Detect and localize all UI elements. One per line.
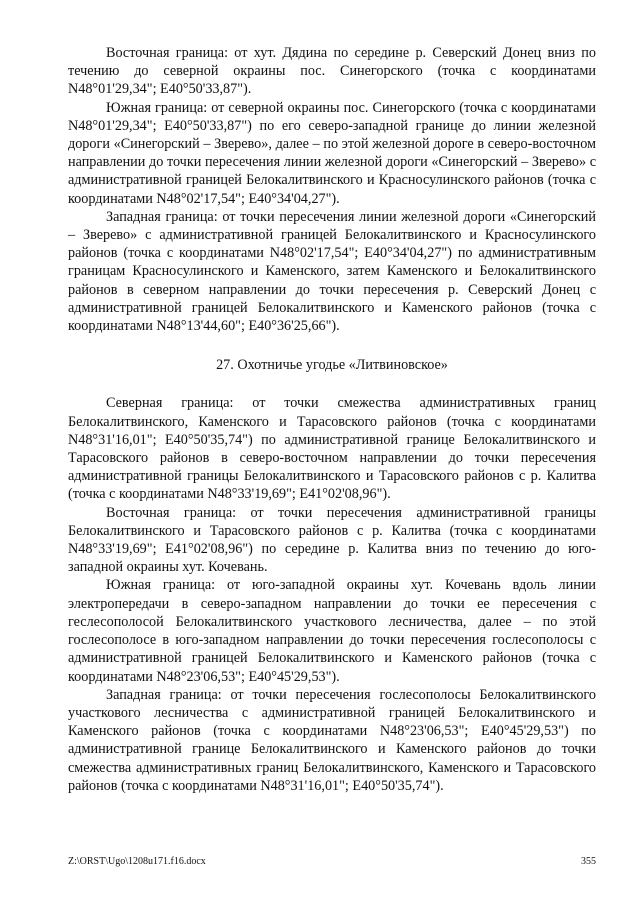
page-footer [68,856,596,868]
paragraph-north-border: Северная граница: от точки смежества административных границ Белокалитвинского, Каменского и Тарасовского районов (точка с координатами N48°31'16,01"; E40°50'35,74") по административной границе Белокалитвинского и Тарасовского районов в северо-восточном направлении до точки пересечения административной границы Белокалитвинского и Тарасовского районов с р. Калитва (точка с координатами N48°33'19,69"; E41°02'08,96"). [68,395,596,503]
paragraph-west-border-prev: Западная граница: от точки пересечения линии железной дороги «Синегорский – Зверево» с административной границей Белокалитвинского и Красносулинского районов (точка с координатами N48°02'17,54"; E40°34'04,27") по административным границам Красносулинского и Каменского, затем Каменского и Белокалитвинского районов в северном направлении до точки пересечения р. Северский Донец с административной границей Белокалитвинского и Каменского районов (точка с координатами N48°13'44,60"; E40°36'25,66"). [68,208,596,335]
paragraph-east-border: Восточная граница: от точки пересечения административной границы Белокалитвинского и Тарасовского районов с р. Калитва (точка с координатами N48°33'19,69"; E41°02'08,96") по середине р. Калитва вниз по течению до юго-западной окраины хут. Кочевань. [68,504,596,576]
footer-page-number: 355 [581,856,596,867]
paragraph-east-border-prev: Восточная граница: от хут. Дядина по середине р. Северский Донец вниз по течению до северной окраины пос. Синегорского (точка с координатами N48°01'29,34"; E40°50'33,87"). [68,45,596,98]
paragraph-west-border: Западная граница: от точки пересечения гослесополосы Белокалитвинского участкового лесничества с административной границей Белокалитвинского и Каменского районов (точка с координатами N48°23'06,53"; E40°45'29,53") по административной границе Белокалитвинского и Каменского районов до точки смежества административных границ Белокалитвинского, Каменского и Тарасовского районов (точка с координатами N48°31'16,01"; E40°50'35,74"). [68,686,596,794]
paragraph-south-border-prev: Южная граница: от северной окраины пос. Синегорского (точка с координатами N48°01'29,34"; E40°50'33,87") по его северо-западной границе до линии железной дороги «Синегорский – Зверево», далее – по этой железной дороге в северо-восточном направлении до точки пересечения линии железной дороги «Синегорский – Зверево» с административной границей Белокалитвинского и Красносулинского районов (точка с координатами N48°02'17,54"; E40°34'04,27"). [68,99,596,207]
paragraph-south-border: Южная граница: от юго-западной окраины хут. Кочевань вдоль линии электропередачи в северо-западном направлении до точки ее пересечения с геслесополосой Белокалитвинского участкового лесничества, далее – по этой гослесополосе в юго-западном направлении до точки пересечения гослесополосы с административной границей Белокалитвинского и Каменского районов (точка с координатами N48°23'06,53"; E40°45'29,53"). [68,577,596,685]
footer-file-path: Z:\ORST\Ugo\1208u171.f16.docx [68,856,206,867]
section-heading: 27. Охотничье угодье «Литвиновское» [216,357,448,374]
document-page [68,44,596,795]
